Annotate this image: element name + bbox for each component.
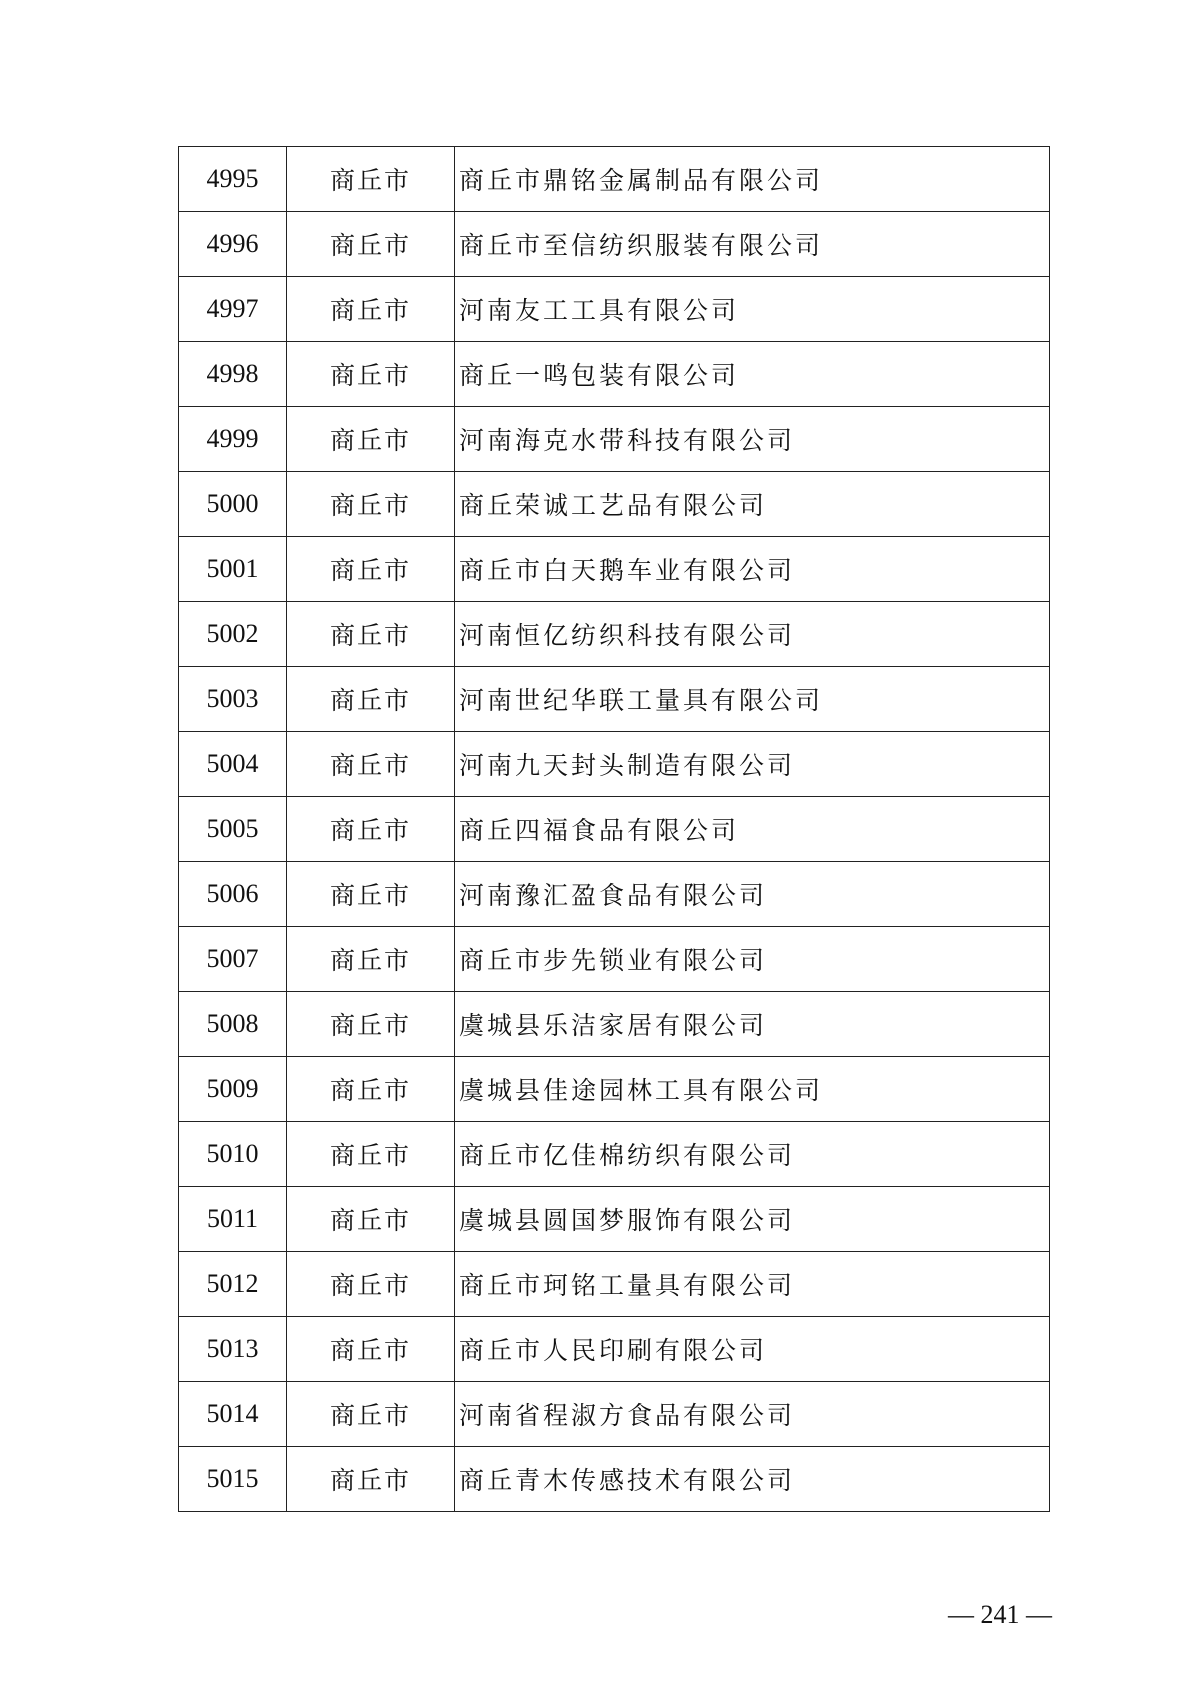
row-number: 5003 [179, 667, 287, 732]
row-city: 商丘市 [287, 1187, 455, 1252]
row-number: 4995 [179, 147, 287, 212]
row-company-name: 商丘青木传感技术有限公司 [455, 1447, 1050, 1512]
row-city: 商丘市 [287, 407, 455, 472]
row-company-name: 河南豫汇盈食品有限公司 [455, 862, 1050, 927]
table-row [179, 342, 1050, 407]
row-company-name: 商丘荣诚工艺品有限公司 [455, 472, 1050, 537]
table-row [179, 1447, 1050, 1512]
row-number: 5009 [179, 1057, 287, 1122]
row-company-name: 河南恒亿纺织科技有限公司 [455, 602, 1050, 667]
row-company-name: 虞城县佳途园林工具有限公司 [455, 1057, 1050, 1122]
row-number: 4998 [179, 342, 287, 407]
company-list-table-container [178, 146, 1049, 1512]
table-row [179, 992, 1050, 1057]
row-company-name: 河南世纪华联工量具有限公司 [455, 667, 1050, 732]
row-company-name: 商丘四福食品有限公司 [455, 797, 1050, 862]
row-city: 商丘市 [287, 1447, 455, 1512]
row-number: 5006 [179, 862, 287, 927]
row-city: 商丘市 [287, 862, 455, 927]
row-city: 商丘市 [287, 1122, 455, 1187]
row-city: 商丘市 [287, 992, 455, 1057]
row-number: 5012 [179, 1252, 287, 1317]
row-company-name: 商丘一鸣包装有限公司 [455, 342, 1050, 407]
row-number: 5002 [179, 602, 287, 667]
table-row [179, 407, 1050, 472]
row-company-name: 河南友工工具有限公司 [455, 277, 1050, 342]
row-city: 商丘市 [287, 797, 455, 862]
table-row [179, 602, 1050, 667]
table-row [179, 537, 1050, 602]
row-company-name: 虞城县圆国梦服饰有限公司 [455, 1187, 1050, 1252]
row-city: 商丘市 [287, 927, 455, 992]
table-row [179, 1252, 1050, 1317]
row-city: 商丘市 [287, 212, 455, 277]
row-company-name: 虞城县乐洁家居有限公司 [455, 992, 1050, 1057]
row-number: 5007 [179, 927, 287, 992]
row-number: 5010 [179, 1122, 287, 1187]
row-number: 5000 [179, 472, 287, 537]
table-row [179, 472, 1050, 537]
row-city: 商丘市 [287, 1317, 455, 1382]
row-number: 5013 [179, 1317, 287, 1382]
row-company-name: 河南省程淑方食品有限公司 [455, 1382, 1050, 1447]
row-city: 商丘市 [287, 147, 455, 212]
row-company-name: 河南海克水带科技有限公司 [455, 407, 1050, 472]
row-city: 商丘市 [287, 1057, 455, 1122]
row-company-name: 商丘市亿佳棉纺织有限公司 [455, 1122, 1050, 1187]
row-city: 商丘市 [287, 277, 455, 342]
row-number: 5015 [179, 1447, 287, 1512]
row-number: 4996 [179, 212, 287, 277]
table-row [179, 1382, 1050, 1447]
row-company-name: 商丘市鼎铭金属制品有限公司 [455, 147, 1050, 212]
table-row [179, 927, 1050, 992]
table-row [179, 147, 1050, 212]
row-number: 5008 [179, 992, 287, 1057]
row-city: 商丘市 [287, 472, 455, 537]
row-city: 商丘市 [287, 667, 455, 732]
table-row [179, 862, 1050, 927]
table-row [179, 212, 1050, 277]
table-row [179, 1187, 1050, 1252]
table-body [179, 147, 1050, 1512]
table-row [179, 277, 1050, 342]
table-row [179, 667, 1050, 732]
row-company-name: 河南九天封头制造有限公司 [455, 732, 1050, 797]
row-city: 商丘市 [287, 1382, 455, 1447]
row-city: 商丘市 [287, 537, 455, 602]
table-row [179, 797, 1050, 862]
row-city: 商丘市 [287, 342, 455, 407]
row-number: 5014 [179, 1382, 287, 1447]
row-number: 5011 [179, 1187, 287, 1252]
row-city: 商丘市 [287, 1252, 455, 1317]
row-number: 4999 [179, 407, 287, 472]
table-row [179, 1057, 1050, 1122]
row-city: 商丘市 [287, 602, 455, 667]
row-company-name: 商丘市珂铭工量具有限公司 [455, 1252, 1050, 1317]
table-row [179, 1317, 1050, 1382]
row-number: 5005 [179, 797, 287, 862]
row-number: 4997 [179, 277, 287, 342]
row-company-name: 商丘市人民印刷有限公司 [455, 1317, 1050, 1382]
table-row [179, 1122, 1050, 1187]
row-number: 5001 [179, 537, 287, 602]
table-row [179, 732, 1050, 797]
page-number: — 241 — [948, 1600, 1052, 1629]
row-company-name: 商丘市白天鹅车业有限公司 [455, 537, 1050, 602]
company-list-table [178, 146, 1050, 1512]
row-company-name: 商丘市步先锁业有限公司 [455, 927, 1050, 992]
row-number: 5004 [179, 732, 287, 797]
row-city: 商丘市 [287, 732, 455, 797]
row-company-name: 商丘市至信纺织服装有限公司 [455, 212, 1050, 277]
